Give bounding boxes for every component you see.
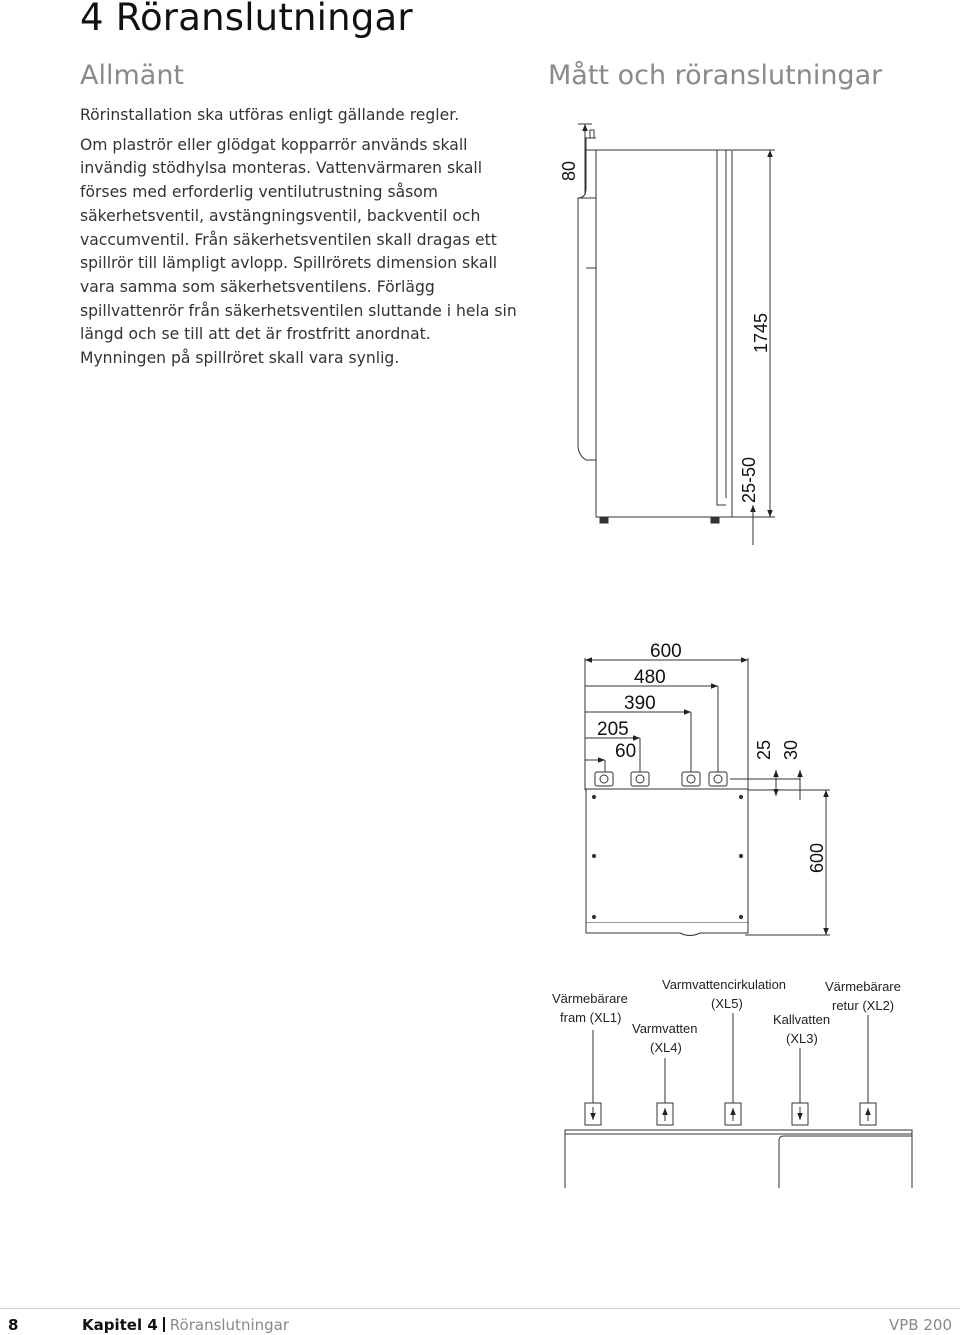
label-xl4-line2: (XL4): [650, 1040, 682, 1055]
footer-separator: [163, 1317, 165, 1332]
label-xl1-line2: fram (XL1): [560, 1010, 622, 1025]
dim-480: 480: [634, 667, 666, 688]
label-xl2-line1: Värmebärare: [825, 979, 901, 994]
paragraph-regulations: Rörinstallation ska utföras enligt gällande regler.: [80, 106, 460, 124]
label-xl1-line1: Värmebärare: [552, 991, 628, 1006]
dim-60: 60: [615, 741, 637, 762]
footer-chapter-label: Kapitel 4: [82, 1316, 158, 1334]
label-xl4-line1: Varmvatten: [632, 1021, 698, 1036]
connections-drawing: [565, 1013, 912, 1188]
label-xl3-line2: (XL3): [786, 1031, 818, 1046]
dim-25: 25: [754, 739, 774, 760]
page-number: 8: [8, 1316, 19, 1334]
dim-top-80: 80: [559, 160, 579, 181]
dim-height-1745: 1745: [751, 312, 771, 353]
label-xl3-line1: Kallvatten: [773, 1012, 831, 1027]
dim-feet-25-50: 25-50: [739, 456, 759, 503]
label-xl2-line2: retur (XL2): [832, 998, 895, 1013]
paragraph-installation: Om plaströr eller glödgat kopparrör används skall invändig stödhylsa monteras. Vattenvärmaren skall förses med erforderlig ventilutrustning såsom säkerhetsventil, avstängningsventil, backventil och vaccumventil. Från säkerhetsventilen skall dragas ett spillrör till lämpligt avlopp. Spillrörets dimension skall vara samma som säkerhetsventilens. Förlägg spillvattenrör från säkerhetsventilen sluttande i hela sin längd och se till att det är frostfritt anordnat. Mynningen på spillröret skall vara synlig.: [80, 135, 517, 368]
page-footer: [0, 1308, 960, 1335]
label-xl5-line1: Varmvattencirkulation: [662, 977, 787, 992]
footer-section-label: Röranslutningar: [169, 1316, 290, 1334]
label-xl5-line2: (XL5): [711, 996, 743, 1011]
footer-rule: [0, 1308, 960, 1309]
section-title-general: Allmänt: [80, 60, 185, 91]
footer-chapter: [82, 1316, 289, 1334]
dim-depth-600: 600: [807, 842, 827, 873]
top-view-drawing: [586, 772, 748, 936]
side-view-drawing: [578, 130, 732, 523]
section-title-dimensions: Mått och röranslutningar: [548, 60, 883, 91]
footer-product: VPB 200: [889, 1316, 952, 1334]
chapter-title: 4 Röranslutningar: [80, 0, 413, 39]
dim-390: 390: [624, 693, 656, 714]
dim-width-600: 600: [650, 641, 682, 662]
dim-205: 205: [597, 719, 629, 740]
dim-30: 30: [781, 739, 801, 760]
